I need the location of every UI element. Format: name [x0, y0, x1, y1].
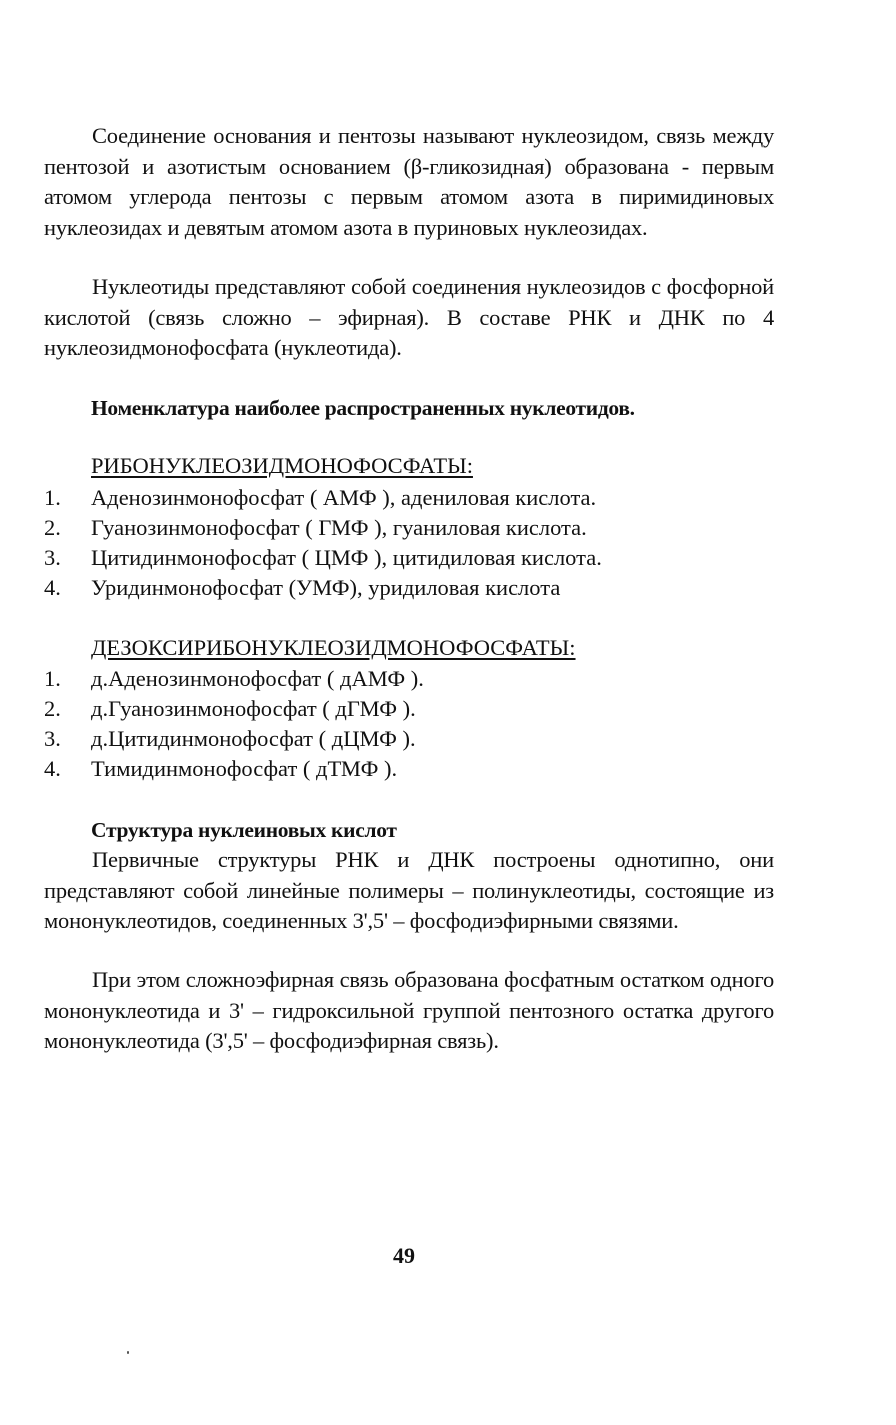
list-item-number: 1.: [44, 666, 61, 691]
list-item-number: 3.: [44, 545, 61, 570]
list-item: [44, 724, 424, 754]
deoxy-list-title: ДЕЗОКСИРИБОНУКЛЕОЗИДМОНОФОСФАТЫ:: [91, 635, 576, 660]
list-item-text: Аденозинмонофосфат ( АМФ ), адениловая кислота.: [91, 485, 597, 510]
list-item-number: 4.: [44, 756, 61, 781]
list-item: [44, 543, 602, 573]
list-item-number: 2.: [44, 515, 61, 540]
list-item-number: 1.: [44, 485, 61, 510]
list-item: [44, 754, 424, 784]
list-item-text: Цитидинмонофосфат ( ЦМФ ), цитидиловая кислота.: [91, 545, 602, 570]
ribo-list: [44, 483, 602, 603]
paragraph-nucleotide-definition: Нуклеотиды представляют собой соединения нуклеозидов с фосфорной кислотой (связь сложно – эфирная). В составе РНК и ДНК по 4 нуклеозидмонофосфата (нуклеотида).: [44, 274, 774, 360]
list-item-text: д.Аденозинмонофосфат ( дАМФ ).: [91, 666, 424, 691]
deoxy-list: [44, 664, 424, 784]
list-item: [44, 573, 602, 603]
list-item-text: д.Цитидинмонофосфат ( дЦМФ ).: [91, 726, 416, 751]
paragraph-primary-structure: Первичные структуры РНК и ДНК построены однотипно, они представляют собой линейные полимеры – полинуклеотиды, состоящие из мононуклеотидов, соединенных 3',5' – фосфодиэфирными связями.: [44, 847, 774, 933]
ribo-list-title: РИБОНУКЛЕОЗИДМОНОФОСФАТЫ:: [91, 453, 473, 478]
list-item-number: 2.: [44, 696, 61, 721]
list-item: [44, 694, 424, 724]
list-item-text: Уридинмонофосфат (УМФ), уридиловая кислота: [91, 575, 561, 600]
list-item-number: 3.: [44, 726, 61, 751]
paragraph-ester-bond: При этом сложноэфирная связь образована фосфатным остатком одного мононуклеотида и 3' – гидроксильной группой пентозного остатка другого мононуклеотида (3',5' – фосфодиэфирная связь).: [44, 967, 774, 1053]
heading-structure: Структура нуклеиновых кислот: [91, 818, 397, 842]
list-item: [44, 664, 424, 694]
heading-nomenclature: Номенклатура наиболее распространенных нуклеотидов.: [91, 396, 635, 420]
list-item-text: Гуанозинмонофосфат ( ГМФ ), гуаниловая кислота.: [91, 515, 587, 540]
list-item-text: Тимидинмонофосфат ( дТМФ ).: [91, 756, 398, 781]
list-item: [44, 483, 602, 513]
paragraph-nucleoside-definition: Соединение основания и пентозы называют нуклеозидом, связь между пентозой и азотистым основанием (β-гликозидная) образована - первым атомом углерода пентозы с первым атомом азота в пиримидиновых нуклеозидах и девятым атомом азота в пуриновых нуклеозидах.: [44, 123, 774, 240]
scan-speck: [127, 1351, 129, 1354]
list-item: [44, 513, 602, 543]
list-item-text: д.Гуанозинмонофосфат ( дГМФ ).: [91, 696, 416, 721]
list-item-number: 4.: [44, 575, 61, 600]
page-number: 49: [393, 1243, 415, 1268]
